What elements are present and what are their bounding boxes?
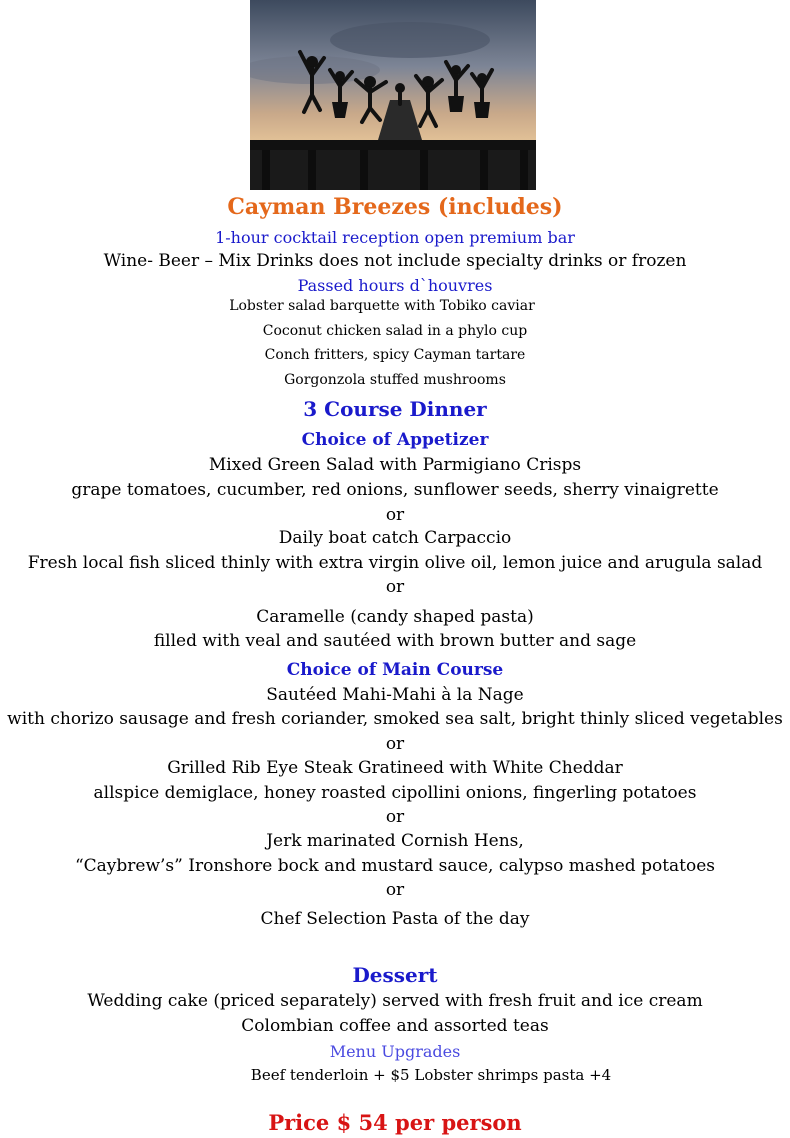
hors-doeuvre-item: Lobster salad barquette with Tobiko caviar [229,298,535,314]
dessert-heading: Dessert [352,963,438,987]
price-line: Price $ 54 per person [268,1110,522,1135]
main-course-line: “Caybrew’s” Ironshore bock and mustard sauce, calypso mashed potatoes [74,856,716,876]
appetizer-line: grape tomatoes, cucumber, red onions, sunflower seeds, sherry vinaigrette [71,480,719,500]
main-course-line: Chef Selection Pasta of the day [260,909,530,929]
reception-line: 1-hour cocktail reception open premium bar [215,228,575,247]
main-course-line: with chorizo sausage and fresh coriander, smoked sea salt, bright thinly sliced vegetables [7,709,783,729]
appetizer-line: Fresh local fish sliced thinly with extra virgin olive oil, lemon juice and arugula salad [27,553,763,573]
passed-heading: Passed hours d`houvres [297,276,493,295]
or-separator: or [385,734,405,754]
main-course-line: Sautéed Mahi-Mahi à la Nage [266,685,524,705]
main-course-line: allspice demiglace, honey roasted cipollini onions, fingerling potatoes [93,783,697,803]
main-course-line: Jerk marinated Cornish Hens, [266,831,524,851]
dessert-line: Colombian coffee and assorted teas [241,1016,549,1036]
or-separator: or [385,807,405,827]
appetizer-line: Mixed Green Salad with Parmigiano Crisps [208,455,582,475]
dessert-line: Wedding cake (priced separately) served with fresh fruit and ice cream [87,991,703,1011]
wedding-photo [250,0,536,190]
appetizer-line: filled with veal and sautéed with brown butter and sage [153,631,637,651]
or-separator: or [385,505,405,525]
or-separator: or [385,880,405,900]
main-course-heading: Choice of Main Course [286,660,504,680]
menu-title: Cayman Breezes (includes) [227,194,563,220]
hors-doeuvre-item: Coconut chicken salad in a phylo cup [262,323,528,339]
hors-doeuvre-item: Gorgonzola stuffed mushrooms [284,372,506,388]
wedding-photo-icon [250,0,536,190]
drinks-line: Wine- Beer – Mix Drinks does not include specialty drinks or frozen [103,251,687,271]
hors-doeuvre-item: Conch fritters, spicy Cayman tartare [264,347,526,363]
main-course-line: Grilled Rib Eye Steak Gratineed with White Cheddar [167,758,623,778]
upgrades-line: Beef tenderloin + $5 Lobster shrimps pasta +4 [250,1066,612,1084]
or-separator: or [385,577,405,597]
appetizer-line: Caramelle (candy shaped pasta) [256,607,534,627]
upgrades-heading: Menu Upgrades [329,1042,461,1061]
appetizer-heading: Choice of Appetizer [301,430,489,450]
appetizer-line: Daily boat catch Carpaccio [278,528,512,548]
dinner-heading: 3 Course Dinner [303,397,487,421]
